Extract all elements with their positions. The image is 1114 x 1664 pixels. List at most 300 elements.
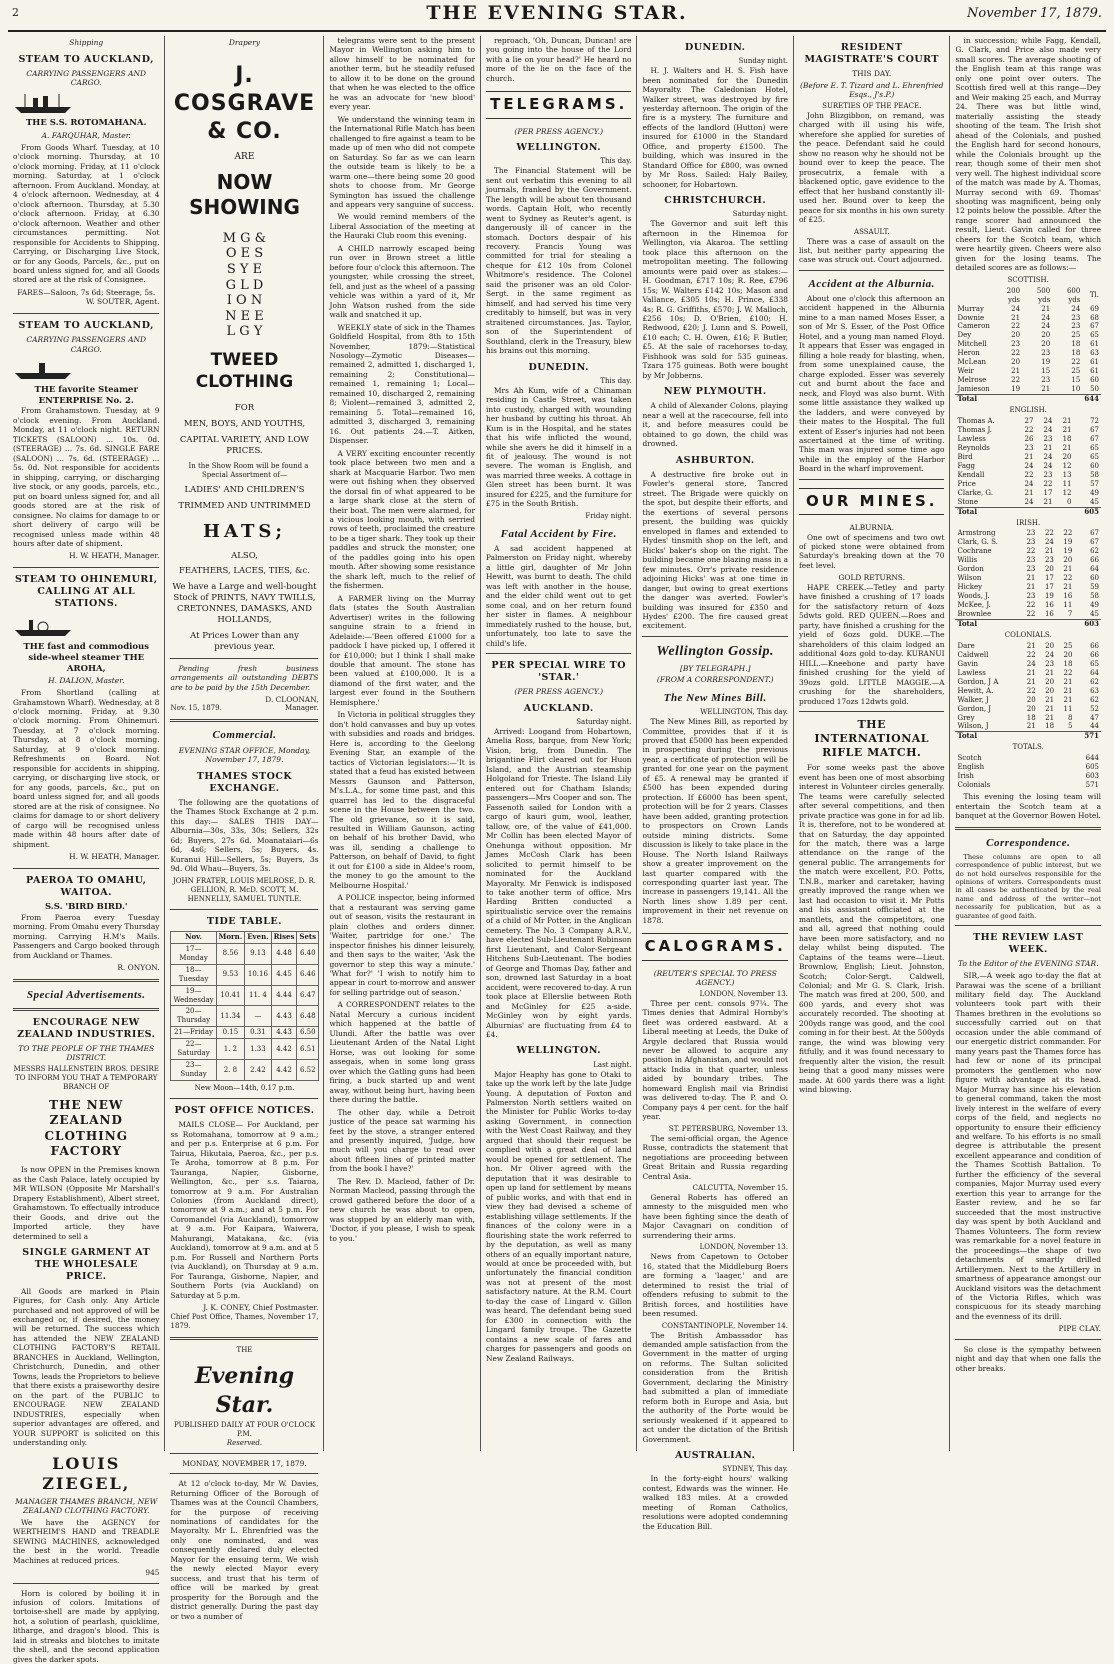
our-mines-heading: OUR MINES.: [799, 488, 945, 515]
score-row-cell: 10: [1052, 385, 1082, 394]
tide-row: [171, 985, 319, 1006]
alburnia-heading: ALBURNIA.: [799, 523, 945, 532]
score-row-cell: Cameron: [955, 322, 991, 331]
score-row-cell: 60: [1082, 376, 1101, 385]
dateline-time: Friday night.: [486, 512, 632, 521]
tide-row-cell: 4.42: [271, 1060, 297, 1081]
score-row-cell: 65: [1074, 444, 1101, 453]
score-row-cell: McLean: [955, 358, 991, 367]
score-row-cell: 60: [1074, 462, 1101, 471]
gossip-corr: (FROM A CORRESPONDENT.): [642, 675, 788, 685]
agent: H. W. HEATH, Manager.: [13, 852, 159, 861]
tide-row-cell: 11. 4: [245, 985, 271, 1006]
score-row-cell: 67: [1082, 322, 1101, 331]
column-6: [793, 36, 950, 1451]
news-paragraph: A POLICE inspector, being informed that a restaurant was serving game out of season, visits the restaurant in plain clothes and orders dinner. 'Waiter, partridge for one.' The inspector finishes his dinner leisurely, and then says to the waiter, 'Ask the governor to step this way a minute.' 'What for?' 'I wish to notify him to appear in court to-morrow and answer for selling partridge out of season.': [329, 893, 475, 997]
tide-row-cell: 4.48: [271, 943, 297, 964]
tide-row: [171, 1006, 319, 1027]
ad-are: ARE: [170, 152, 318, 164]
published-line: PUBLISHED DAILY AT FOUR O'CLOCK P.M.: [170, 1421, 318, 1439]
score-row-cell: 58: [1074, 471, 1101, 480]
score-row-cell: 15: [1052, 376, 1082, 385]
australian-heading: AUSTRALIAN.: [642, 1450, 788, 1462]
score-row-cell: 24: [1022, 314, 1052, 323]
yards-col: Tl.: [1082, 287, 1101, 305]
news-paragraph: The New Mines Bill, as reported by Committee, provides that if it is proved that £5000 has been expended in prospecting during the previous year, a certificate of protection will be granted for one year on the payment of £5. A renewal may be granted if £500 has been expended during protection. If £6000 has been spent, protection will be for 2 years. Classes have been added, granting protection to prospectors on Crown Lands outside mining districts. Some discussion is likely to take place in the House. The North Island Railways show a greater improvement on the last quarter compared with the corresponding quarter last year. The increase in passengers 19,141. All the North lines show 1.89 per cent. improvement in their net revenue on 1878.: [642, 717, 788, 925]
score-row-cell: 24: [1035, 417, 1054, 426]
tide-row-cell: 4.45: [271, 964, 297, 985]
score-row-cell: 64: [1074, 669, 1101, 678]
score-row-cell: 23: [1019, 556, 1037, 565]
score-row: [955, 340, 1101, 349]
dateline: ASHBURTON.: [642, 455, 788, 467]
score-row-cell: 16: [1037, 610, 1055, 619]
score-row-cell: Clark, G. S.: [955, 538, 1018, 547]
correspondence-heading: Correspondence.: [955, 836, 1101, 850]
rifle-match-heading: THE INTERNATIONAL RIFLE MATCH.: [799, 718, 945, 760]
score-row: [955, 489, 1101, 498]
ad-also: ALSO,: [170, 551, 318, 562]
score-row-cell: 21: [1037, 547, 1055, 556]
score-row-cell: 20: [992, 331, 1022, 340]
score-row-cell: 22: [992, 349, 1022, 358]
score-row: [955, 538, 1101, 547]
score-row-cell: 24: [1037, 538, 1055, 547]
ship-name: S.S. 'BIRD BIRD.': [13, 902, 159, 913]
review-to: To the Editor of the EVENING STAR.: [955, 959, 1101, 969]
score-row-cell: 19: [1056, 547, 1074, 556]
news-paragraph: in succession; while Fagg, Kendall, G. Clark, and Price also made very small scores. The average shooting of the English team at this range was only one point over outers. The Scottish fired well at this range—Dey and Weir making 25 each, and Murray 24. There was but little wind, materially assisting the steady shooting of the team. The Irish shot ahead of the Colonials, and pushed the English hard for second honours, while the Colonials brought up the rear, though some of their men shot very well. The highest individual score of the match was made by A. Thomas, Murray second with 69. Thomas' shooting was magnificent, being only 12 points below the possible. After the range scorer had announced the result, Lieut. Gavin called for three cheers for the Scotch team, which were heartily given. Cheers were also given for the losing teams. The detailed scores are as follows:—: [955, 36, 1101, 273]
dateline-time: Saturday night.: [486, 718, 632, 727]
score-row-cell: 24: [1016, 462, 1035, 471]
dateline: DUNEDIN.: [486, 362, 632, 374]
score-row-cell: 59: [1074, 583, 1101, 592]
score-row-cell: Hickey: [955, 583, 1018, 592]
score-row-cell: 62: [1074, 678, 1101, 687]
score-row-cell: 20: [1038, 678, 1056, 687]
score-row-cell: Dare: [955, 642, 1019, 651]
editorial-text: At 12 o'clock to-day, Mr W. Davies, Returning Officer of the Borough of Thames was at the Council Chambers, for the purpose of receiving nominations of candidates for the Mayoralty. Mr L. Ehrenfried was the only one nominated, and was consequently declared duly elected Mayor for the ensuing term. We wish the newly elected Mayor every success, and trust that his term of office will be marked by great prosperity for the Borough and the district generally. During the past day or two a number of: [170, 1479, 318, 1621]
score-row: [955, 696, 1101, 705]
column-3: [323, 36, 480, 1451]
score-row-cell: 21: [1054, 444, 1073, 453]
news-paragraph: A sad accident happened at Palmerston on Friday night, whereby a little girl, daughter of Mr John Hewitt, was burnt to death. The child was left with another in the house, and the elder child went out to get some coal, and on her return found her sister in flames. A neighbour immediately rushed to the house, but, unfortunately, too late to save the child's life.: [486, 544, 632, 648]
score-row-cell: 63: [1082, 349, 1101, 358]
score-row-cell: 20: [1056, 556, 1074, 565]
score-row: [955, 722, 1101, 731]
shipping-section: Shipping: [13, 38, 159, 48]
agent: W. SOUTER, Agent.: [13, 297, 159, 306]
score-row-cell: 22: [1037, 529, 1055, 538]
news-paragraph: WEEKLY state of sick in the Thames Goldfield Hospital, from 8th to 15th November, 1879:—Statistical Nosology—Zymotic Diseases—remained 2, admitted 1, discharged 1, remaining 2; Constitutional—remained 1, remaining 1; Local—remained 10, discharged 2, remaining 8; Violent—remained 3, admitted 2, remaining 5. Total—remained 16, admitted 3, discharged 3, remaining 16. Out patients 24.—T. Aitken, Dispenser.: [329, 323, 475, 446]
fatal-accident-heading: Fatal Accident by Fire.: [486, 527, 632, 541]
score-row-cell: Downie: [955, 314, 991, 323]
score-row-cell: 72: [1074, 417, 1101, 426]
score-row-cell: 21: [1038, 714, 1056, 723]
court-day: THIS DAY.: [799, 69, 945, 78]
tide-row-cell: 8.56: [216, 943, 245, 964]
ad-heading: STEAM TO OHINEMURI, CALLING AT ALL STATIONS.: [13, 574, 159, 610]
special-wire-heading: PER SPECIAL WIRE TO 'STAR.': [486, 660, 632, 684]
score-row-cell: Wilson: [955, 574, 1018, 583]
score-row-cell: 61: [1082, 340, 1101, 349]
tide-row-cell: 0.31: [245, 1027, 271, 1039]
score-row-cell: 18: [1038, 722, 1056, 731]
score-row: [955, 305, 1101, 314]
score-row-cell: 18: [1052, 349, 1082, 358]
tide-row-cell: 22—Saturday: [171, 1039, 216, 1060]
cloonan-date: Nov. 15, 1879.: [170, 704, 221, 712]
tide-row-cell: 6.50: [297, 1027, 319, 1039]
dateline-time: SYDNEY, This day.: [642, 1465, 788, 1474]
news-paragraph: reproach, 'Oh, Duncan, Duncan! are you going into the house of the Lord with a lie on your head?' He heard no more of the lie on the face of the church.: [486, 36, 632, 83]
tide-row: [171, 1060, 319, 1081]
score-row: [955, 349, 1101, 358]
news-paragraph: We understand the winning team in the International Rifle Match has been challenged to fire against a team to be made up of men who did not compete on Saturday. So far as we can learn the outside team is likely to be a warm one—there being some 20 good shots to choose from. Mr George Symington has issued the challenge and appears very sanguine of success.: [329, 115, 475, 210]
court-heading: RESIDENT MAGISTRATE'S COURT: [799, 42, 945, 66]
news-paragraph: A VERY exciting encounter recently took place between two men and a shark at Macquarie Harbor. Two men were out fishing when they observed the dorsal fin of what appeared to be a large shark close at the stern of their boat. The men were alarmed, for a vicious looking mouth, with serried rows of teeth, proclaimed the creature to be a tiger shark. They took up their paddles and struck the monster, one of the paddles going into his open mouth. After showing some resistance the shark left, much to the relief of the fishermen.: [329, 449, 475, 591]
ad-showroom: In the Show Room will be found a Special Assortment of—: [170, 462, 318, 480]
score-row: [955, 565, 1101, 574]
postmaster: J. K. CONEY, Chief Postmaster.: [170, 1303, 318, 1312]
court-before: (Before E. T. Tizard and L. Ehrenfried Esqs., J's.P.): [799, 81, 945, 100]
ad-encourage-nz: [13, 1017, 159, 1664]
score-row-cell: 23: [1019, 565, 1037, 574]
gossip-sub: [BY TELEGRAPH.]: [642, 664, 788, 674]
score-row: [955, 462, 1101, 471]
score-row-cell: 24: [1038, 651, 1056, 660]
post-office-text: MAILS CLOSE— For Auckland, per ss Rotomahana, tomorrow at 9 a.m.; and per p.s. Enterprise at 6 p.m. For Tairua, Hikutaia, Paeroa, &c., per p.s. Te Aroha, tomorrow at 8 p.m. For Tauranga, Napier, Gisborne, Wellington, &c., per s.s. Taiaroa, tomorrow at 9 a.m. For Australian Colonies (from Auckland direct), tomorrow at 9 a.m.; and at 5 p.m. For Coromandel (via Auckland), tomorrow at 9 a.m. For Kaipara, Waiwera, Mahurangi, Matakana, &c. (via Auckland), tomorrow at 9 a.m. and at 5 p.m. For Russell and Northern Ports (via Auckland), on Thursday at 9 a.m. For Tauranga, Gisborne, Napier, and Southern Ports (via Auckland) on Saturday at 5 p.m.: [170, 1120, 318, 1300]
score-row-cell: 21: [1056, 583, 1074, 592]
ad-paeroa: [13, 875, 159, 973]
news-paragraph: About one o'clock this afternoon an accident happened in the Alburnia mine to a man named Moses Esser, a son of Mr S. Esser, of the Post Office Hotel, and a young man named Floyd. It appears that Esser was engaged in filling a hole ready for blasting, when, from some unexplained cause, the charge exploded. Esser was severely cut and burnt about the face and neck, and Floyd was also burnt. With some little assistance they walked up the ladders, and were conveyed by their mates to the Hospital. The full extent of Esser's injuries had not been ascertained at the time of writing. This man was injured some time ago while in the employ of the Harbor Board in the wharf improvement.: [799, 294, 945, 474]
ad-capital: CAPITAL VARIETY, AND LOW PRICES.: [170, 435, 318, 457]
score-row-cell: Stone: [955, 498, 1016, 507]
agent: R. ONYON.: [13, 963, 159, 972]
score-row-cell: 22: [1019, 610, 1037, 619]
score-row: [955, 498, 1101, 507]
dateline: WELLINGTON.: [486, 142, 632, 154]
ship-master: A. FARQUHAR, Master.: [13, 131, 159, 141]
score-row-cell: 12: [1054, 462, 1073, 471]
score-row-cell: 21: [1019, 722, 1037, 731]
score-row-cell: 22: [1035, 480, 1054, 489]
news-paragraph: Three per cent. consols 97¼. The Times denies that Admiral Hornby's fleet was ordered eastward. At a Liberal meeting at Leeds, the Duke of Argyle declared that Russia would never be allowed to acquire any position in Afghanistan, and would not attack India in that quarter, unless aided by boundary tribes. The homeward English mail via Brindisi was delivered to-day. The P. and O. Company pays 4 per cent. for the half year.: [642, 999, 788, 1122]
dateline: AUCKLAND.: [486, 703, 632, 715]
tide-row-cell: 6.47: [297, 985, 319, 1006]
news-paragraph: The Rev. D. Macleod, father of Dr. Norman Macleod, passing through the crowd gathered before the door of a new church he was about to open, was stopped by an elderly man with, 'Doctor, if you please, I wish to speak to you.': [329, 1177, 475, 1243]
score-row-cell: 24: [1016, 480, 1035, 489]
ad-body: From Grahamstown. Tuesday, at 9 o'clock evening. From Auckland. Monday, at 11 o'clock night. RETURN TICKETS (SALOON) ... 10s. 0d. (STEERAGE) ... 7s. 6d. SINGLE FARE (SALOON) ... 7s. 6d. (STEERAGE) ... 5s. 0d. Not responsible for accidents in shipping, carrying, or discharging live stock, or any goods, parcels, etc., put on board unless signed for, and all goods stored are at the risk of consignee. No claims for damage to or short delivery of cargo will be recognised unless made within 48 hours after date of shipment.: [13, 406, 159, 548]
tide-table-heading: TIDE TABLE.: [170, 916, 318, 928]
ad-men: MEN, BOYS, AND YOUTHS,: [170, 419, 318, 430]
score-row-cell: 67: [1074, 426, 1101, 435]
mosaic-row: M G &: [170, 231, 318, 247]
score-row-cell: 47: [1074, 714, 1101, 723]
score-row-cell: 18: [1054, 435, 1073, 444]
score-row-cell: 17: [1035, 489, 1054, 498]
single-garment: SINGLE GARMENT AT THE WHOLESALE PRICE.: [13, 1247, 159, 1283]
ad-sub: CARRYING PASSENGERS AND CARGO.: [13, 69, 159, 88]
score-row-cell: 24: [992, 305, 1022, 314]
news-paragraph: HAPE CREEK.—Tetley and party have finished a crushing of 17 loads for the satisfactory return of 4ozs 5dwts gold. RED QUEEN.—Roes and party, have finished a crushing for the yield of 6ozs gold. DUKE.—The shareholders of this claim lodged an additional 4ozs gold to-day. KURANUI HILL.—Kneebone and party have finished crushing for the yield of 39ozs gold. LITTLE MAGGIE.—A crushing for the shareholders, produced 17ozs 12dwts gold.: [799, 583, 945, 706]
score-row-cell: 64: [1074, 565, 1101, 574]
news-paragraph: One owt of specimens and two owt of picked stone were obtained from Saturday's breaking down at the 70 feet level.: [799, 533, 945, 571]
ad-body: From Paeroa every Tuesday morning. From Omahu every Thursday morning. Carrying H.M's Mails. Passengers and Cargo booked through from Auckland or Thames.: [13, 913, 159, 960]
score-row-cell: Cochrane: [955, 547, 1018, 556]
masthead: [8, 0, 1106, 32]
tide-row-cell: 11.34: [216, 1006, 245, 1027]
tide-row-cell: 18—Tuesday: [171, 964, 216, 985]
score-row-cell: 22: [1016, 471, 1035, 480]
score-row: [955, 660, 1101, 669]
score-row-cell: 21: [992, 367, 1022, 376]
score-row-cell: 22: [992, 322, 1022, 331]
score-row: [955, 651, 1101, 660]
news-paragraph: The other day, while a Detroit justice of the peace sat warming his feet by the stove, a stranger entered and presently inquired, 'Judge, how much will you charge to read over about fifteen lines of printed matter from the book I have?': [329, 1108, 475, 1174]
tide-row: [171, 964, 319, 985]
tide-col: Sets: [297, 931, 319, 943]
score-row-cell: 62: [1074, 696, 1101, 705]
score-row-cell: 23: [1022, 376, 1052, 385]
score-row-cell: Wilson, J: [955, 722, 1019, 731]
accident-heading: Accident at the Alburnia.: [799, 277, 945, 291]
column-1: [8, 36, 164, 1451]
score-row-cell: 22: [1019, 687, 1037, 696]
score-row-cell: 16: [1037, 601, 1055, 610]
score-row-cell: Lawless: [955, 435, 1016, 444]
dateline: CHRISTCHURCH.: [642, 195, 788, 207]
issue-date: November 17, 1879.: [967, 6, 1102, 21]
score-row-cell: 23: [1038, 660, 1056, 669]
score-row: [955, 385, 1101, 394]
factory-name: THE NEW ZEALAND CLOTHING FACTORY: [13, 1098, 159, 1159]
column-2: [164, 36, 323, 1451]
ship-name: THE fast and commodious side-wheel steamer THE AROHA,: [13, 642, 159, 675]
tide-col: Nov.: [171, 931, 216, 943]
score-row-cell: Lawless: [955, 669, 1019, 678]
news-paragraph: A destructive fire broke out in Fowler's general store, Tancred street. The Brigade were quickly on the spot, but despite their efforts, and the exertions of several persons present, the building was quickly enveloped in flames and extended to Hydes' tinsmith shop on the left, and Hicks' baker's shop on the right. The building became one blazing mass in a few minutes. Orr's private residence adjoining Hicks' was at one time in danger, but owing to great exertions the danger was averted. Fowler's building was insured for £350 and Hydes' £200. The fire caused great excitement.: [642, 470, 788, 631]
score-row-cell: 23: [1052, 314, 1082, 323]
score-row: [955, 480, 1101, 489]
score-row: [955, 444, 1101, 453]
score-row: [955, 376, 1101, 385]
agent: H. W. HEATH, Manager.: [13, 551, 159, 560]
score-row-cell: Hewitt, A.: [955, 687, 1019, 696]
score-row-cell: Clarke, G.: [955, 489, 1016, 498]
score-row: [955, 583, 1101, 592]
ad-prices: At Prices Lower than any previous year.: [170, 631, 318, 653]
steamship-icon: [13, 92, 73, 114]
dateline-time: This day.: [486, 377, 632, 386]
ad-body: Is now OPEN in the Premises known as the Cash Palace, lately occupied by MR WILSON (Opposite Mr Marshall's Drapery Establishment), Albert street, Grahamstown. To effectually introduce their Goods, and drive out the Imported article, they have determined to sell a: [13, 1165, 159, 1241]
score-row-cell: 25: [1056, 642, 1074, 651]
ad-steam-auckland-2: [13, 320, 159, 561]
news-paragraph: For some weeks past the above event has been one of most absorbing interest in Volunteer circles generally. The teams were carefully selected after several competitions, and then private practice was gone in for ad lib. It is, therefore, not to be wondered at that on Saturday, the day appointed for the match, there was a large attendance on the range of the general public. The arrangements for the match were excellent, P.O. Potts, T.N.B., marker and caretaker, having greatly improved the range when we last had occasion to visit it. Mr Potts and his assistant officiated at the mantlets, and the competitors, one and all, agreed that nothing could have been more satisfactory, and no delay whilst being disputed. The Captains of the teams were—Lieut. Brownlow, English; Lieut. Johnston, Scotch; Color-Sergt. Caldwell, Colonial; and Mr G. S. Clark, Irish. The match was fired at 200, 500, and 600 yards, and every shot was accurately recorded. The shooting at 200yds range was good, and the cool coming in for their best. At the 500yds range, the wind was blowing very fitfully, and it was found necessary to frequently alter the vision, the result being that a good many misses were made. At 600 yards there was a light wind blowing.: [799, 763, 945, 1094]
ad-body: All Goods are marked in Plain Figures, for Cash only. Any Article purchased and not approved of will be exchanged or, if desired, the money will be returned. The success which has attended the NEW ZEALAND CLOTHING FACTORY'S RETAIL BRANCHES in Auckland, Wellington, Christchurch, Dunedin, and other Towns, leads the Proprietors to believe that there exists a praiseworthy desire on the part of the PUBLIC to ENCOURAGE NEW ZEALAND INDUSTRIES, especially when superior advantages are offered, and YOUR SUPPORT is solicited on this understanding only.: [13, 1287, 159, 1448]
score-row: [955, 601, 1101, 610]
score-row-cell: Kendall: [955, 471, 1016, 480]
score-row-cell: 66: [1074, 642, 1101, 651]
dateline-time: WELLINGTON, This day.: [642, 708, 788, 717]
telegrams-heading: TELEGRAMS.: [486, 91, 632, 118]
score-row: [955, 547, 1101, 556]
score-row-cell: Price: [955, 480, 1016, 489]
score-row-cell: 24: [1035, 453, 1054, 462]
score-row-cell: 23: [1022, 349, 1052, 358]
score-row-cell: 7: [1056, 610, 1074, 619]
tide-row-cell: 23—Sunday: [171, 1060, 216, 1081]
score-row-cell: Heron: [955, 349, 991, 358]
score-row: [955, 417, 1101, 426]
team-scottish-heading: SCOTTISH.: [955, 276, 1101, 285]
paper-title: Evening Star.: [170, 1362, 318, 1418]
mosaic-row: O E S: [170, 246, 318, 262]
score-row-cell: Gavin: [955, 660, 1019, 669]
score-row-cell: Reynolds: [955, 444, 1016, 453]
score-row-cell: 18: [1052, 340, 1082, 349]
mosaic-row: I O N: [170, 293, 318, 309]
ad-trimmed: TRIMMED AND UNTRIMMED: [170, 501, 318, 512]
score-row-cell: 20: [1038, 642, 1056, 651]
tide-row-cell: 17—Monday: [171, 943, 216, 964]
score-row-cell: 66: [1074, 651, 1101, 660]
calograms-heading: CALOGRAMS.: [642, 933, 788, 960]
score-row-cell: Armstrong: [955, 529, 1018, 538]
ship-name: THE S.S. ROTOMAHANA.: [13, 118, 159, 129]
score-row-cell: Woods, J.: [955, 592, 1018, 601]
score-row-cell: 23: [1052, 322, 1082, 331]
totals-row-cell: 603: [1054, 772, 1101, 781]
score-row-cell: 21: [1019, 574, 1037, 583]
special-advertisements-heading: Special Advertisements.: [13, 988, 159, 1002]
news-paragraph: General Roberts has offered an amnesty to the misguided men who have been fighting since the death of Major Cavagnari on condition of surrendering their arms.: [642, 1193, 788, 1240]
editorial-date: MONDAY, NOVEMBER 17, 1879.: [170, 1459, 318, 1468]
score-row-cell: Thomas A.: [955, 417, 1016, 426]
tide-row-cell: 4.42: [271, 1039, 297, 1060]
score-row-cell: 21: [1022, 305, 1052, 314]
news-paragraph: A FARMER living on the Murray flats (states the South Australian Advertiser) writes in the following sanguine strain to a friend in Adelaide:—'Been offered £1000 for a paddock I have picked up, I offered it for £10,000; but I think I shall make double that amount. The stone has been valued at £100,000. It is a diamond of the first water, and the largest ever found in the Southern Hemisphere.': [329, 594, 475, 708]
new-moon: New Moon—14th, 0.17 p.m.: [170, 1084, 318, 1093]
tide-row-cell: 6.51: [297, 1039, 319, 1060]
team-english-heading: ENGLISH.: [955, 406, 1101, 415]
notice-pending: Pending fresh business arrangements all outstanding DEBTS are to be paid by the 15th December.: [170, 664, 318, 692]
tide-row: [171, 1039, 319, 1060]
tide-row-cell: 20—Thursday: [171, 1006, 216, 1027]
score-row-cell: 11: [1056, 705, 1074, 714]
score-row-cell: Weir: [955, 367, 991, 376]
news-paragraph: A CHILD narrowly escaped being run over in Brown street a little before four o'clock this afternoon. The youngster, while crossing the street, fell, and just as the wheel of a passing vehicle was within a yard of it, Mr John Watson rushed from the side walk and snatched it up.: [329, 244, 475, 320]
score-row-cell: 24: [1022, 322, 1052, 331]
score-row-cell: Gordon: [955, 565, 1018, 574]
score-table-scottish: 200 yds 500 yds 600 yds Tl. Murray 24 21 24 69 Downie 21 24 23 68 Cameron 22 24 23 67 Dey 20 20 25 65 Mitchell 23 20 18 61 Heron 22 23 18 63 McLean 20 19 22 61 Weir 21 15 25 61 Melrose 22 23 15 60 Jamieson 19 21 10 50 Total 644: [955, 287, 1101, 404]
star-office-line: EVENING STAR OFFICE, Monday, November 17, 1879.: [170, 746, 318, 765]
newspaper-title: THE EVENING STAR.: [8, 2, 1106, 24]
score-row: [955, 471, 1101, 480]
tide-col: Morn.: [216, 931, 245, 943]
score-row-cell: 21: [1056, 696, 1074, 705]
ad-body: From Goods Wharf. Tuesday, at 10 o'clock morning. Thursday, at 10 o'clock morning. Friday, at 11 o'clock morning. Saturday, at 1 o'clock afternoon. From Auckland. Monday, at 4 o'clock afternoon. Wednesday, at 4 o'clock afternoon. Thursday, at 5.30 o'clock afternoon. Friday, at 6.30 o'clock afternoon. Weather and other circumstances permitting. Not responsible for Accidents to Shipping, Carrying, or Discharging Live Stock, or for any Goods, Parcels, &c., put on board unless signed for, and all Goods stored are at the risk of Consignee.: [13, 143, 159, 285]
score-row-cell: 19: [992, 385, 1022, 394]
ad-steam-auckland-1: [13, 54, 159, 307]
tide-row-cell: 6.46: [297, 964, 319, 985]
news-paragraph: Arrived: Loogand from Hobartown, Amelia Ross, barque, from New York; Vision, brig, from Dunedin. The brigantine Flirt cleared out for Huon Island, and the Austrian steamship Holgoland for Trieste. The Island Lily entered out for Chatham Islands; passengers—Mrs Cooper and son. The Fassenoth sailed for London with a cargo of kauri gum, wool, leather, tallow, ore, of the value of £41,000. Mr Collin has been elected Mayor of Onehunga without opposition. Mr James McCosh Clark has been solicited to permit himself to be nominated for the Auckland Mayoralty. Mr Fenwick is indisposed to take another term of office. Mrs Harding Britten conducted a spiritualistic service over the remains of a child of Mr Potter, in the Anglican cemetery. The No. 3 Company A.R.V., have elected Sub-Lieutenant Robinson first Lieutenant, and Color-Sergeant Hitchens Sub-Lieutenant. The bodies of George and Thomas Day, father and son, drowned last Saturday in a boat accident, were recovered to-day. A run took place at Ellerslie between Roth and McGinley for £25 a-side. McGinley won by eight yards. Alburnias' are fluctuating from £4 to £4.: [486, 727, 632, 1039]
news-paragraph: The British Ambassador has demanded ample satisfaction from the Government in the matter of urging on reforms. The Sultan solicited consideration from the British Government, declaring the Ministry had submitted a plan of immediate reform both in Europe and Asia, but the authority of the Porte would be seriously weakened if it appeared to act under the dictation of the British Government.: [642, 1331, 788, 1445]
totals-row-cell: Scotch: [955, 754, 1054, 763]
ad-heading: STEAM TO AUCKLAND,: [13, 320, 159, 332]
commercial-heading: Commercial.: [170, 728, 318, 742]
press-agency: (PER PRESS AGENCY.): [486, 127, 632, 137]
score-row-cell: 20: [1037, 565, 1055, 574]
score-row-cell: 25: [1052, 367, 1082, 376]
page-number: 2: [12, 6, 19, 19]
ziegel-sub: MANAGER THAMES BRANCH, NEW ZEALAND CLOTHING FACTORY.: [13, 1497, 159, 1516]
score-row-cell: Fagg: [955, 462, 1016, 471]
score-row-cell: 18: [1056, 660, 1074, 669]
tide-row-cell: —: [245, 1006, 271, 1027]
yards-col: 500 yds: [1022, 287, 1052, 305]
score-row-cell: 20: [1056, 651, 1074, 660]
columns: [8, 36, 1106, 1451]
totals-row-cell: Colonials: [955, 781, 1054, 790]
sureties-heading: SURETIES OF THE PEACE.: [799, 102, 945, 111]
score-row-cell: 23: [1016, 444, 1035, 453]
mosaic-row: S Y E: [170, 262, 318, 278]
news-paragraph: In Victoria in political struggles they don't hold canvasses and buy up votes with subsidies and roads and bridges. Here is, according to the Geelong Evening Star, an example of the tactics of Victorian legislators:—'It is stated that a feud has existed between Messrs Gaunson and Patterson, M's.L.A., for some time past, and this quarrel has led to the disgraceful scene in the House between the two. The old grievance, so it is said, resulted in William Gaunson, acting on behalf of his brother David, who was ill, sending a challenge to Patterson, on behalf of David, to fight it out for £100 a side in Aldee's room, the money to go the amount to the Melbourne Hospital.': [329, 710, 475, 890]
score-row-cell: 19: [1037, 592, 1055, 601]
news-paragraph: The semi-official organ, the Agence Russe, contradicts the statement that negotiations are proceeding between Great Britain and Russia regarding Central Asia.: [642, 1134, 788, 1181]
mosaic-row: G L D: [170, 278, 318, 294]
ad-for: FOR: [170, 403, 318, 414]
score-row-cell: 5: [1056, 722, 1074, 731]
score-row-cell: Caldwell: [955, 651, 1019, 660]
ad-ladies: LADIES' AND CHILDREN'S: [170, 485, 318, 496]
score-row-cell: 22: [1019, 547, 1037, 556]
ship-master: H. DALION, Master.: [13, 676, 159, 686]
score-row-cell: Gordon, J: [955, 705, 1019, 714]
score-row: [955, 714, 1101, 723]
letter-body: SIR,—A week ago to-day the flat at Parawai was the scene of a brilliant military field day. The Auckland volunteers took part with their Thames brethren in the evolutions so successfully carried out on that occasion under the able command of our energetic district commander. For many years past the Thames force has had few or none of its principal promoters the gentlemen who now figure with advantage at its head. Major Murray has since his elevation to general command, taken the most lively interest in the welfare of every corps of the field, and neglects no opportunity to ensure their efficiency and welfare. To his efforts is no small degree is attributable the present excellent appearance and condition of the Thames Scottish Battalion. To further the efficiency of the several companies, Major Murray used every exertion this year to arrange for the Easter review, and he so far succeeded that the most instructive day was spent by both Auckland and Thames Volunteers. The form review was remarkable for a novel feature in the proceedings—the shape of two detachments of smartly drilled Artillerymen. Next to the Artillery in smartness of appearance amongst our Auckland visitors was the detachment of the Victoria Rifles, which was conspicuous for its steady marching and the evenness of its drill.: [955, 971, 1101, 1321]
score-row-cell: 23: [1035, 471, 1054, 480]
score-row: [955, 705, 1101, 714]
score-row-cell: 23: [1035, 435, 1054, 444]
score-row-cell: 12: [1054, 489, 1073, 498]
score-row-cell: 22: [1056, 669, 1074, 678]
totals-row-cell: 605: [1054, 763, 1101, 772]
totals-table: [955, 754, 1101, 790]
tide-row-cell: 0.15: [216, 1027, 245, 1039]
ad-ohinemuri: [13, 574, 159, 862]
score-row-cell: 24: [1035, 426, 1054, 435]
dateline-time: This day.: [486, 157, 632, 166]
mosaic-row: N E E: [170, 309, 318, 325]
score-row-cell: 65: [1074, 660, 1101, 669]
score-row-cell: 67: [1074, 538, 1101, 547]
post-date: Chief Post Office, Thames, November 17, 1879.: [170, 1313, 318, 1331]
score-row-cell: 26: [1016, 435, 1035, 444]
score-table-colonials: Dare 21 20 25 66 Caldwell 22 24 20 66 Gavin 24 23 18 65 Lawless 21 21 22 64 Gordon, J A 21 20 21 62 Hewitt, A. 22 20 21 63 Walker, J 20 21 21 62 Gordon, J 20 21 11 52 Grey 18 21 8 47 Wilson, J 21 18 5 44 Total 571: [955, 642, 1101, 741]
score-row-cell: Willis: [955, 556, 1018, 565]
score-table-english: Thomas A. 27 24 21 72 Thomas J. 22 24 21 67 Lawless 26 23 18 67 Reynolds 23 21 21 65 Bird 21 24 20 65 Fagg 24 24 12 60 Kendall 22 23 13 58 Price 24 22 11 57 Clarke, G. 21 17 12 49 Stone 24 21 0 45 Total 605: [955, 417, 1101, 516]
ad-hats: HATS;: [170, 520, 318, 543]
ad-heading: PAEROA TO OMAHU, WAITOA.: [13, 875, 159, 899]
column-7: [949, 36, 1106, 1451]
ad-text: MESSRS HALLENSTEIN BROS. DESIRE TO INFORM YOU THAT A TEMPORARY BRANCH OF: [13, 1065, 159, 1092]
news-paragraph: In the forty-eight hours' walking contest, Edwards was the winner. He walked 183 miles. At a crowded meeting of Roman Catholics, resolutions were adopted condemning the Education Bill.: [642, 1474, 788, 1531]
tide-row-cell: 2.42: [245, 1060, 271, 1081]
score-row-cell: 21: [1035, 444, 1054, 453]
score-row-cell: 62: [1074, 547, 1101, 556]
